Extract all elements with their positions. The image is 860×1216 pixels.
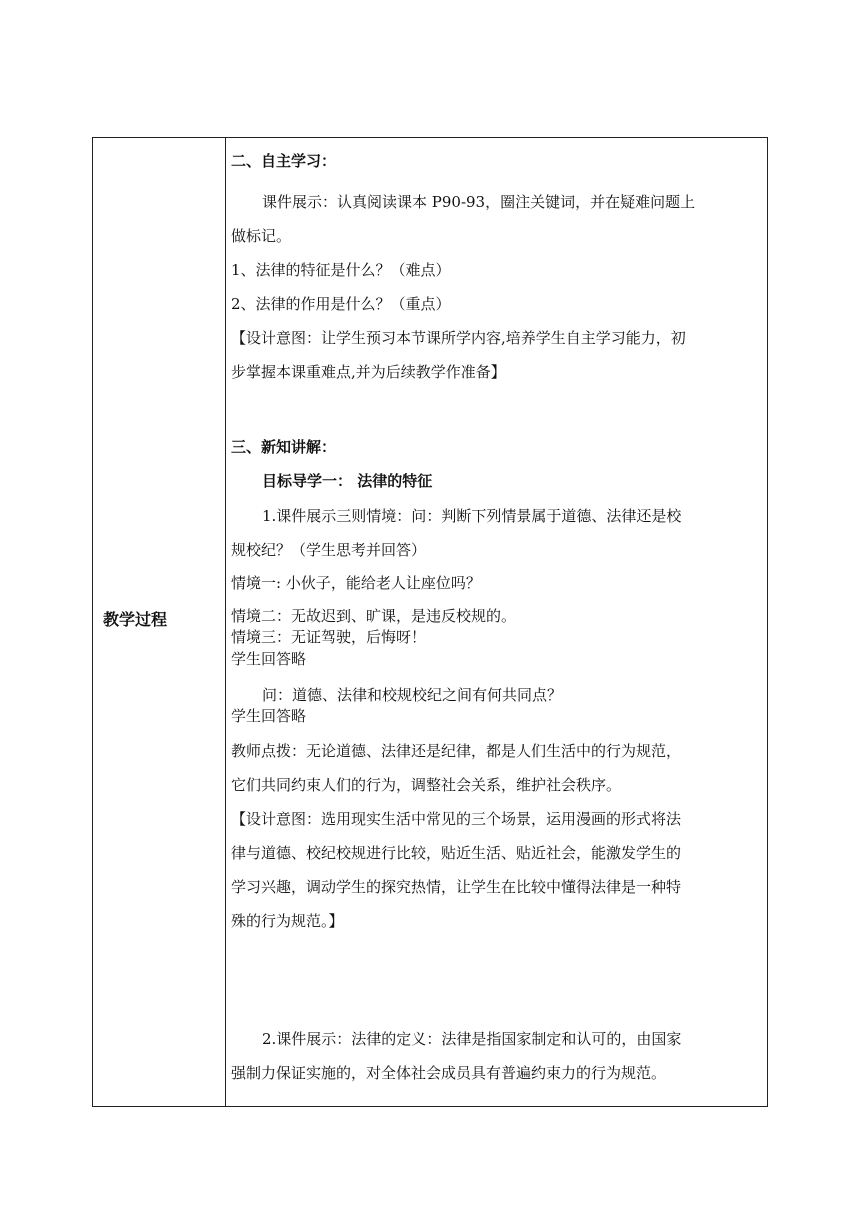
lesson-table [92, 137, 768, 1107]
section-label: 教学过程 [103, 610, 168, 629]
scenario-line: 情境二：无故迟到、旷课，是违反校规的。 [231, 607, 517, 625]
text-line: 强制力保证实施的，对全体社会成员具有普遍约束力的行为规范。 [231, 1064, 667, 1082]
design-intent-line: 学习兴趣，调动学生的探究热情，让学生在比较中懂得法律是一种特 [231, 878, 682, 896]
question-line: 2、法律的作用是什么？（重点） [231, 295, 451, 313]
design-intent-line: 殊的行为规范。】 [231, 912, 344, 930]
content-cell [226, 138, 767, 1106]
text-line: 课件展示：认真阅读课本 P90-93，圈注关键词，并在疑难问题上 [262, 193, 696, 211]
text-line: 1.课件展示三则情境：问：判断下列情景属于道德、法律还是校 [262, 507, 682, 525]
design-intent-line: 步掌握本课重难点,并为后续教学作准备】 [231, 363, 506, 381]
question-line: 1、法律的特征是什么？（难点） [231, 261, 451, 279]
answer-line: 学生回答略 [231, 650, 307, 668]
scenario-line: 情境三：无证驾驶，后悔呀！ [231, 628, 427, 646]
design-intent-line: 【设计意图：选用现实生活中常见的三个场景，运用漫画的形式将法 [231, 810, 682, 828]
teacher-note-line: 它们共同约束人们的行为，调整社会关系，维护社会秩序。 [231, 776, 622, 794]
scenario-line: 情境一: 小伙子，能给老人让座位吗？ [231, 574, 481, 592]
design-intent-line: 【设计意图：让学生预习本节课所学内容,培养学生自主学习能力，初 [231, 329, 686, 347]
heading-new-knowledge: 三、新知讲解： [231, 438, 337, 456]
answer-line: 学生回答略 [231, 707, 307, 725]
question-line: 问：道德、法律和校规校纪之间有何共同点？ [262, 686, 563, 704]
text-line: 做标记。 [231, 227, 292, 245]
design-intent-line: 律与道德、校纪校规进行比较，贴近生活、贴近社会，能激发学生的 [231, 844, 682, 862]
text-line: 2.课件展示：法律的定义：法律是指国家制定和认可的，由国家 [262, 1030, 682, 1048]
heading-self-study: 二、自主学习： [231, 152, 337, 170]
teacher-note-line: 教师点拨：无论道德、法律还是纪律，都是人们生活中的行为规范， [231, 742, 682, 760]
goal-heading: 目标导学一： 法律的特征 [262, 472, 433, 490]
text-line: 规校纪？（学生思考并回答） [231, 541, 427, 559]
